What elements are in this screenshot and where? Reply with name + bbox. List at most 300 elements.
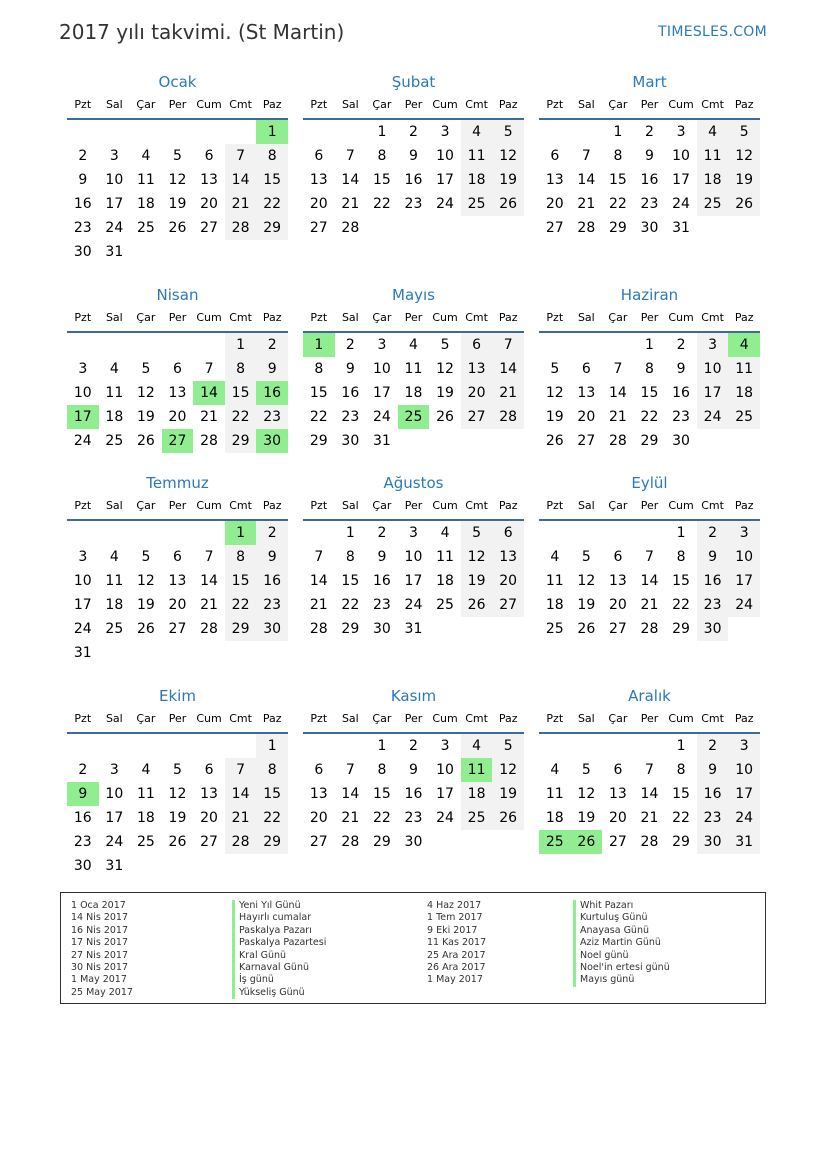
- day-cell: 21: [200, 409, 218, 425]
- empty-cell: [429, 617, 461, 641]
- weekday-label: Çar: [608, 499, 628, 512]
- day-cell: 24: [105, 220, 124, 236]
- day-cell: 27: [200, 220, 218, 236]
- day-cell: 10: [436, 148, 454, 164]
- day-cell: 17: [697, 381, 729, 405]
- day-cell: 31: [672, 220, 690, 236]
- day-cell: 29: [372, 834, 391, 850]
- day-cell: 26: [728, 192, 760, 216]
- day-cell: 5: [461, 521, 493, 545]
- day-cell: 24: [404, 597, 423, 613]
- empty-cell: [539, 521, 571, 545]
- day-cell: 30: [256, 617, 288, 641]
- week-row: [303, 521, 524, 545]
- day-cell: 7: [345, 148, 355, 164]
- day-cell: 10: [73, 385, 92, 401]
- empty-cell: [225, 641, 257, 665]
- day-cell: 1: [256, 120, 288, 144]
- day-cell: 21: [577, 196, 596, 212]
- day-cell: 20: [461, 381, 493, 405]
- day-cell: 1: [676, 738, 686, 754]
- day-cell: 29: [309, 433, 328, 449]
- day-cell: 9: [345, 361, 355, 377]
- month-block: [67, 70, 288, 264]
- empty-cell: [571, 734, 603, 758]
- day-cell: 17: [436, 786, 454, 802]
- week-row: [303, 569, 524, 593]
- day-cell: 14: [225, 168, 257, 192]
- site-brand-link[interactable]: TIMESLES.COM: [658, 24, 767, 40]
- empty-cell: [130, 120, 162, 144]
- weekday-label: Cum: [432, 98, 458, 111]
- day-cell: 20: [577, 409, 596, 425]
- day-cell: 16: [404, 172, 423, 188]
- day-cell: 4: [728, 333, 760, 357]
- day-cell: 25: [697, 192, 729, 216]
- day-cell: 8: [676, 762, 686, 778]
- day-cell: 19: [492, 782, 524, 806]
- weekday-label: Sal: [105, 499, 123, 512]
- day-cell: 28: [200, 433, 218, 449]
- day-cell: 8: [613, 148, 623, 164]
- month-block: [67, 471, 288, 665]
- day-cell: 18: [728, 381, 760, 405]
- day-cell: 29: [608, 220, 627, 236]
- day-cell: 16: [256, 569, 288, 593]
- day-cell: 31: [372, 433, 391, 449]
- day-cell: 8: [225, 545, 257, 569]
- weekday-header: [303, 495, 524, 521]
- weekday-label: Paz: [498, 499, 518, 512]
- day-cell: 2: [78, 148, 88, 164]
- day-cell: 15: [608, 172, 627, 188]
- day-cell: 14: [309, 573, 328, 589]
- month-name: Eylül: [631, 474, 668, 492]
- weekday-header: [303, 94, 524, 120]
- day-cell: 19: [545, 409, 564, 425]
- day-cell: 18: [461, 168, 493, 192]
- weekday-label: Çar: [372, 98, 392, 111]
- week-row: [67, 240, 288, 264]
- weekday-header: [539, 307, 760, 333]
- day-cell: 30: [404, 834, 423, 850]
- day-cell: 30: [256, 429, 288, 453]
- day-cell: 6: [314, 762, 324, 778]
- day-cell: 15: [225, 569, 257, 593]
- day-cell: 4: [109, 549, 119, 565]
- day-cell: 2: [256, 333, 288, 357]
- empty-cell: [634, 734, 666, 758]
- weekday-label: Pzt: [74, 712, 92, 725]
- weekday-label: Per: [168, 311, 187, 324]
- day-cell: 29: [341, 621, 360, 637]
- legend-holiday-name: Noel'in ertesi günü: [573, 962, 670, 974]
- month-block: [67, 283, 288, 453]
- day-cell: 5: [141, 549, 151, 565]
- day-cell: 2: [697, 734, 729, 758]
- day-cell: 27: [168, 621, 187, 637]
- weekday-label: Sal: [577, 311, 595, 324]
- day-cell: 3: [676, 124, 686, 140]
- legend-holiday-name: Noel günü: [573, 950, 670, 962]
- day-cell: 15: [225, 381, 257, 405]
- legend-date: 1 May 2017: [427, 974, 483, 986]
- day-cell: 22: [256, 192, 288, 216]
- day-cell: 26: [545, 433, 564, 449]
- day-cell: 11: [136, 786, 155, 802]
- day-cell: 23: [697, 593, 729, 617]
- empty-cell: [571, 521, 603, 545]
- day-cell: 12: [168, 172, 187, 188]
- weekday-label: Sal: [341, 98, 359, 111]
- week-row: [539, 168, 760, 192]
- weekday-label: Cum: [668, 499, 694, 512]
- day-cell: 23: [697, 806, 729, 830]
- day-cell: 27: [162, 429, 194, 453]
- legend-date: 16 Nis 2017: [71, 924, 128, 936]
- week-row: [303, 216, 524, 240]
- weekday-label: Pzt: [310, 499, 328, 512]
- week-row: [539, 405, 760, 429]
- day-cell: 11: [545, 573, 564, 589]
- legend-holiday-name: Anayasa Günü: [573, 925, 670, 937]
- week-row: [539, 806, 760, 830]
- day-cell: 4: [141, 762, 151, 778]
- week-row: [303, 806, 524, 830]
- week-row: [67, 429, 288, 453]
- day-cell: 5: [728, 120, 760, 144]
- day-cell: 26: [168, 834, 187, 850]
- month-name: Ekim: [159, 687, 196, 705]
- week-row: [67, 405, 288, 429]
- day-cell: 24: [436, 810, 454, 826]
- day-cell: 1: [613, 124, 623, 140]
- day-cell: 6: [613, 549, 623, 565]
- week-row: [67, 216, 288, 240]
- weekday-label: Pzt: [310, 98, 328, 111]
- day-cell: 27: [492, 593, 524, 617]
- day-cell: 28: [577, 220, 596, 236]
- weekday-label: Per: [640, 98, 659, 111]
- day-cell: 9: [645, 148, 654, 164]
- day-cell: 5: [173, 148, 182, 164]
- weekday-label: Pzt: [310, 311, 328, 324]
- day-cell: 20: [492, 569, 524, 593]
- day-cell: 12: [492, 758, 524, 782]
- day-cell: 17: [372, 385, 391, 401]
- legend-dates-col1: [71, 900, 133, 999]
- day-cell: 19: [492, 168, 524, 192]
- weekday-header: [539, 495, 760, 521]
- empty-cell: [99, 120, 131, 144]
- empty-cell: [335, 120, 367, 144]
- day-cell: 14: [640, 786, 659, 802]
- weekday-label: Pzt: [546, 499, 564, 512]
- empty-cell: [303, 734, 335, 758]
- week-row: [539, 734, 760, 758]
- day-cell: 23: [372, 597, 391, 613]
- day-cell: 22: [608, 196, 627, 212]
- day-cell: 2: [645, 124, 654, 140]
- day-cell: 17: [436, 172, 454, 188]
- day-cell: 20: [608, 597, 627, 613]
- day-cell: 10: [404, 549, 423, 565]
- month-name: Ocak: [158, 73, 197, 91]
- day-cell: 23: [73, 834, 92, 850]
- legend-holiday-name: Hayırlı cumalar: [232, 912, 326, 924]
- weekday-label: Çar: [136, 499, 156, 512]
- week-row: [303, 120, 524, 144]
- weekday-label: Cum: [196, 499, 222, 512]
- weekday-label: Cmt: [701, 311, 724, 324]
- week-row: [539, 429, 760, 453]
- day-cell: 8: [256, 144, 288, 168]
- day-cell: 10: [697, 357, 729, 381]
- weekday-label: Çar: [136, 98, 156, 111]
- week-row: [67, 806, 288, 830]
- day-cell: 30: [372, 621, 391, 637]
- week-row: [67, 120, 288, 144]
- day-cell: 14: [608, 385, 627, 401]
- empty-cell: [130, 854, 162, 878]
- week-row: [303, 381, 524, 405]
- day-cell: 3: [377, 337, 387, 353]
- week-row: [539, 144, 760, 168]
- day-cell: 26: [168, 220, 187, 236]
- legend-names-col1: [232, 900, 326, 999]
- day-cell: 2: [345, 337, 355, 353]
- weekday-label: Cum: [432, 311, 458, 324]
- legend-holiday-name: Kral Günü: [232, 950, 326, 962]
- week-row: [303, 168, 524, 192]
- empty-cell: [461, 617, 493, 641]
- day-cell: 11: [697, 144, 729, 168]
- month-name: Mayıs: [392, 286, 435, 304]
- week-row: [67, 569, 288, 593]
- empty-cell: [492, 429, 524, 453]
- day-cell: 3: [109, 762, 119, 778]
- weekday-label: Per: [404, 712, 423, 725]
- empty-cell: [539, 120, 571, 144]
- weekday-label: Pzt: [546, 311, 564, 324]
- day-cell: 8: [314, 361, 324, 377]
- day-cell: 4: [697, 120, 729, 144]
- empty-cell: [67, 120, 99, 144]
- day-cell: 3: [440, 124, 450, 140]
- weekday-header: [539, 708, 760, 734]
- day-cell: 23: [256, 405, 288, 429]
- day-cell: 18: [105, 409, 124, 425]
- legend-date: 4 Haz 2017: [427, 900, 482, 911]
- day-cell: 24: [73, 433, 92, 449]
- day-cell: 23: [341, 409, 360, 425]
- day-cell: 7: [225, 144, 257, 168]
- day-cell: 26: [136, 433, 155, 449]
- day-cell: 24: [728, 806, 760, 830]
- empty-cell: [162, 734, 194, 758]
- day-cell: 26: [436, 409, 454, 425]
- day-cell: 8: [377, 762, 387, 778]
- day-cell: 15: [256, 782, 288, 806]
- weekday-label: Cum: [196, 311, 222, 324]
- legend-date: 27 Nis 2017: [71, 949, 128, 961]
- day-cell: 12: [168, 786, 187, 802]
- week-row: [67, 641, 288, 665]
- legend-date: 17 Nis 2017: [71, 937, 128, 949]
- day-cell: 1: [303, 333, 335, 357]
- weekday-label: Paz: [498, 712, 518, 725]
- empty-cell: [99, 333, 131, 357]
- day-cell: 24: [436, 196, 454, 212]
- week-row: [303, 758, 524, 782]
- legend-date: 1 May 2017: [71, 974, 127, 986]
- day-cell: 11: [404, 361, 423, 377]
- day-cell: 9: [409, 762, 418, 778]
- day-cell: 6: [204, 762, 214, 778]
- week-row: [539, 216, 760, 240]
- day-cell: 16: [73, 810, 92, 826]
- day-cell: 24: [728, 593, 760, 617]
- empty-cell: [99, 734, 131, 758]
- week-row: [303, 545, 524, 569]
- empty-cell: [193, 641, 225, 665]
- day-cell: 9: [67, 782, 99, 806]
- day-cell: 26: [577, 621, 596, 637]
- day-cell: 25: [105, 621, 124, 637]
- weekday-label: Cmt: [229, 499, 252, 512]
- weekday-label: Paz: [734, 712, 754, 725]
- legend-holiday-name: İş günü: [232, 974, 326, 986]
- day-cell: 9: [697, 545, 729, 569]
- empty-cell: [67, 734, 99, 758]
- legend-date: 11 Kas 2017: [427, 937, 487, 949]
- weekday-label: Cum: [668, 98, 694, 111]
- week-row: [539, 830, 760, 854]
- empty-cell: [193, 854, 225, 878]
- day-cell: 14: [577, 172, 596, 188]
- day-cell: 29: [256, 216, 288, 240]
- empty-cell: [303, 521, 335, 545]
- day-cell: 31: [728, 830, 760, 854]
- week-row: [539, 333, 760, 357]
- weekday-label: Cmt: [229, 712, 252, 725]
- weekday-header: [67, 307, 288, 333]
- empty-cell: [225, 734, 257, 758]
- month-name: Haziran: [620, 286, 679, 304]
- weekday-label: Sal: [341, 499, 359, 512]
- week-row: [67, 521, 288, 545]
- day-cell: 27: [309, 834, 328, 850]
- weekday-label: Per: [168, 712, 187, 725]
- day-cell: 12: [545, 385, 564, 401]
- weekday-label: Paz: [734, 499, 754, 512]
- day-cell: 18: [436, 573, 454, 589]
- week-row: [303, 617, 524, 641]
- day-cell: 22: [372, 810, 391, 826]
- weekday-label: Cum: [432, 712, 458, 725]
- day-cell: 15: [640, 385, 659, 401]
- weekday-label: Çar: [608, 712, 628, 725]
- weekday-label: Sal: [105, 712, 123, 725]
- empty-cell: [193, 240, 225, 264]
- weekday-label: Cmt: [465, 712, 488, 725]
- week-row: [67, 758, 288, 782]
- day-cell: 13: [492, 545, 524, 569]
- page-title: 2017 yılı takvimi. (St Martin): [59, 20, 345, 44]
- day-cell: 9: [676, 361, 686, 377]
- day-cell: 25: [105, 433, 124, 449]
- empty-cell: [225, 120, 257, 144]
- weekday-label: Sal: [577, 98, 595, 111]
- week-row: [303, 830, 524, 854]
- day-cell: 28: [492, 405, 524, 429]
- empty-cell: [162, 521, 194, 545]
- week-row: [67, 830, 288, 854]
- day-cell: 6: [461, 333, 493, 357]
- empty-cell: [130, 641, 162, 665]
- day-cell: 17: [105, 196, 124, 212]
- day-cell: 24: [697, 405, 729, 429]
- day-cell: 13: [545, 172, 564, 188]
- empty-cell: [461, 216, 493, 240]
- day-cell: 7: [492, 333, 524, 357]
- day-cell: 6: [204, 148, 214, 164]
- day-cell: 26: [571, 830, 603, 854]
- day-cell: 19: [436, 385, 454, 401]
- empty-cell: [162, 333, 194, 357]
- week-row: [67, 381, 288, 405]
- week-row: [539, 192, 760, 216]
- week-row: [539, 521, 760, 545]
- day-cell: 28: [341, 220, 360, 236]
- day-cell: 6: [581, 361, 591, 377]
- day-cell: 22: [225, 593, 257, 617]
- day-cell: 28: [640, 621, 659, 637]
- empty-cell: [461, 429, 493, 453]
- day-cell: 19: [577, 810, 596, 826]
- day-cell: 11: [136, 172, 155, 188]
- day-cell: 20: [200, 810, 218, 826]
- day-cell: 30: [697, 830, 729, 854]
- day-cell: 20: [200, 196, 218, 212]
- day-cell: 28: [608, 433, 627, 449]
- weekday-label: Çar: [372, 712, 392, 725]
- day-cell: 27: [608, 621, 627, 637]
- day-cell: 1: [377, 124, 387, 140]
- empty-cell: [602, 734, 634, 758]
- week-row: [67, 593, 288, 617]
- day-cell: 18: [136, 196, 155, 212]
- day-cell: 1: [225, 521, 257, 545]
- day-cell: 9: [256, 357, 288, 381]
- day-cell: 27: [309, 220, 328, 236]
- day-cell: 6: [492, 521, 524, 545]
- day-cell: 20: [608, 810, 627, 826]
- empty-cell: [335, 734, 367, 758]
- day-cell: 8: [225, 357, 257, 381]
- day-cell: 31: [73, 645, 92, 661]
- day-cell: 24: [73, 621, 92, 637]
- day-cell: 4: [141, 148, 151, 164]
- day-cell: 25: [728, 405, 760, 429]
- day-cell: 11: [545, 786, 564, 802]
- day-cell: 3: [728, 521, 760, 545]
- weekday-label: Pzt: [546, 98, 564, 111]
- day-cell: 25: [136, 834, 155, 850]
- day-cell: 29: [672, 621, 690, 637]
- day-cell: 20: [168, 409, 187, 425]
- day-cell: 2: [697, 521, 729, 545]
